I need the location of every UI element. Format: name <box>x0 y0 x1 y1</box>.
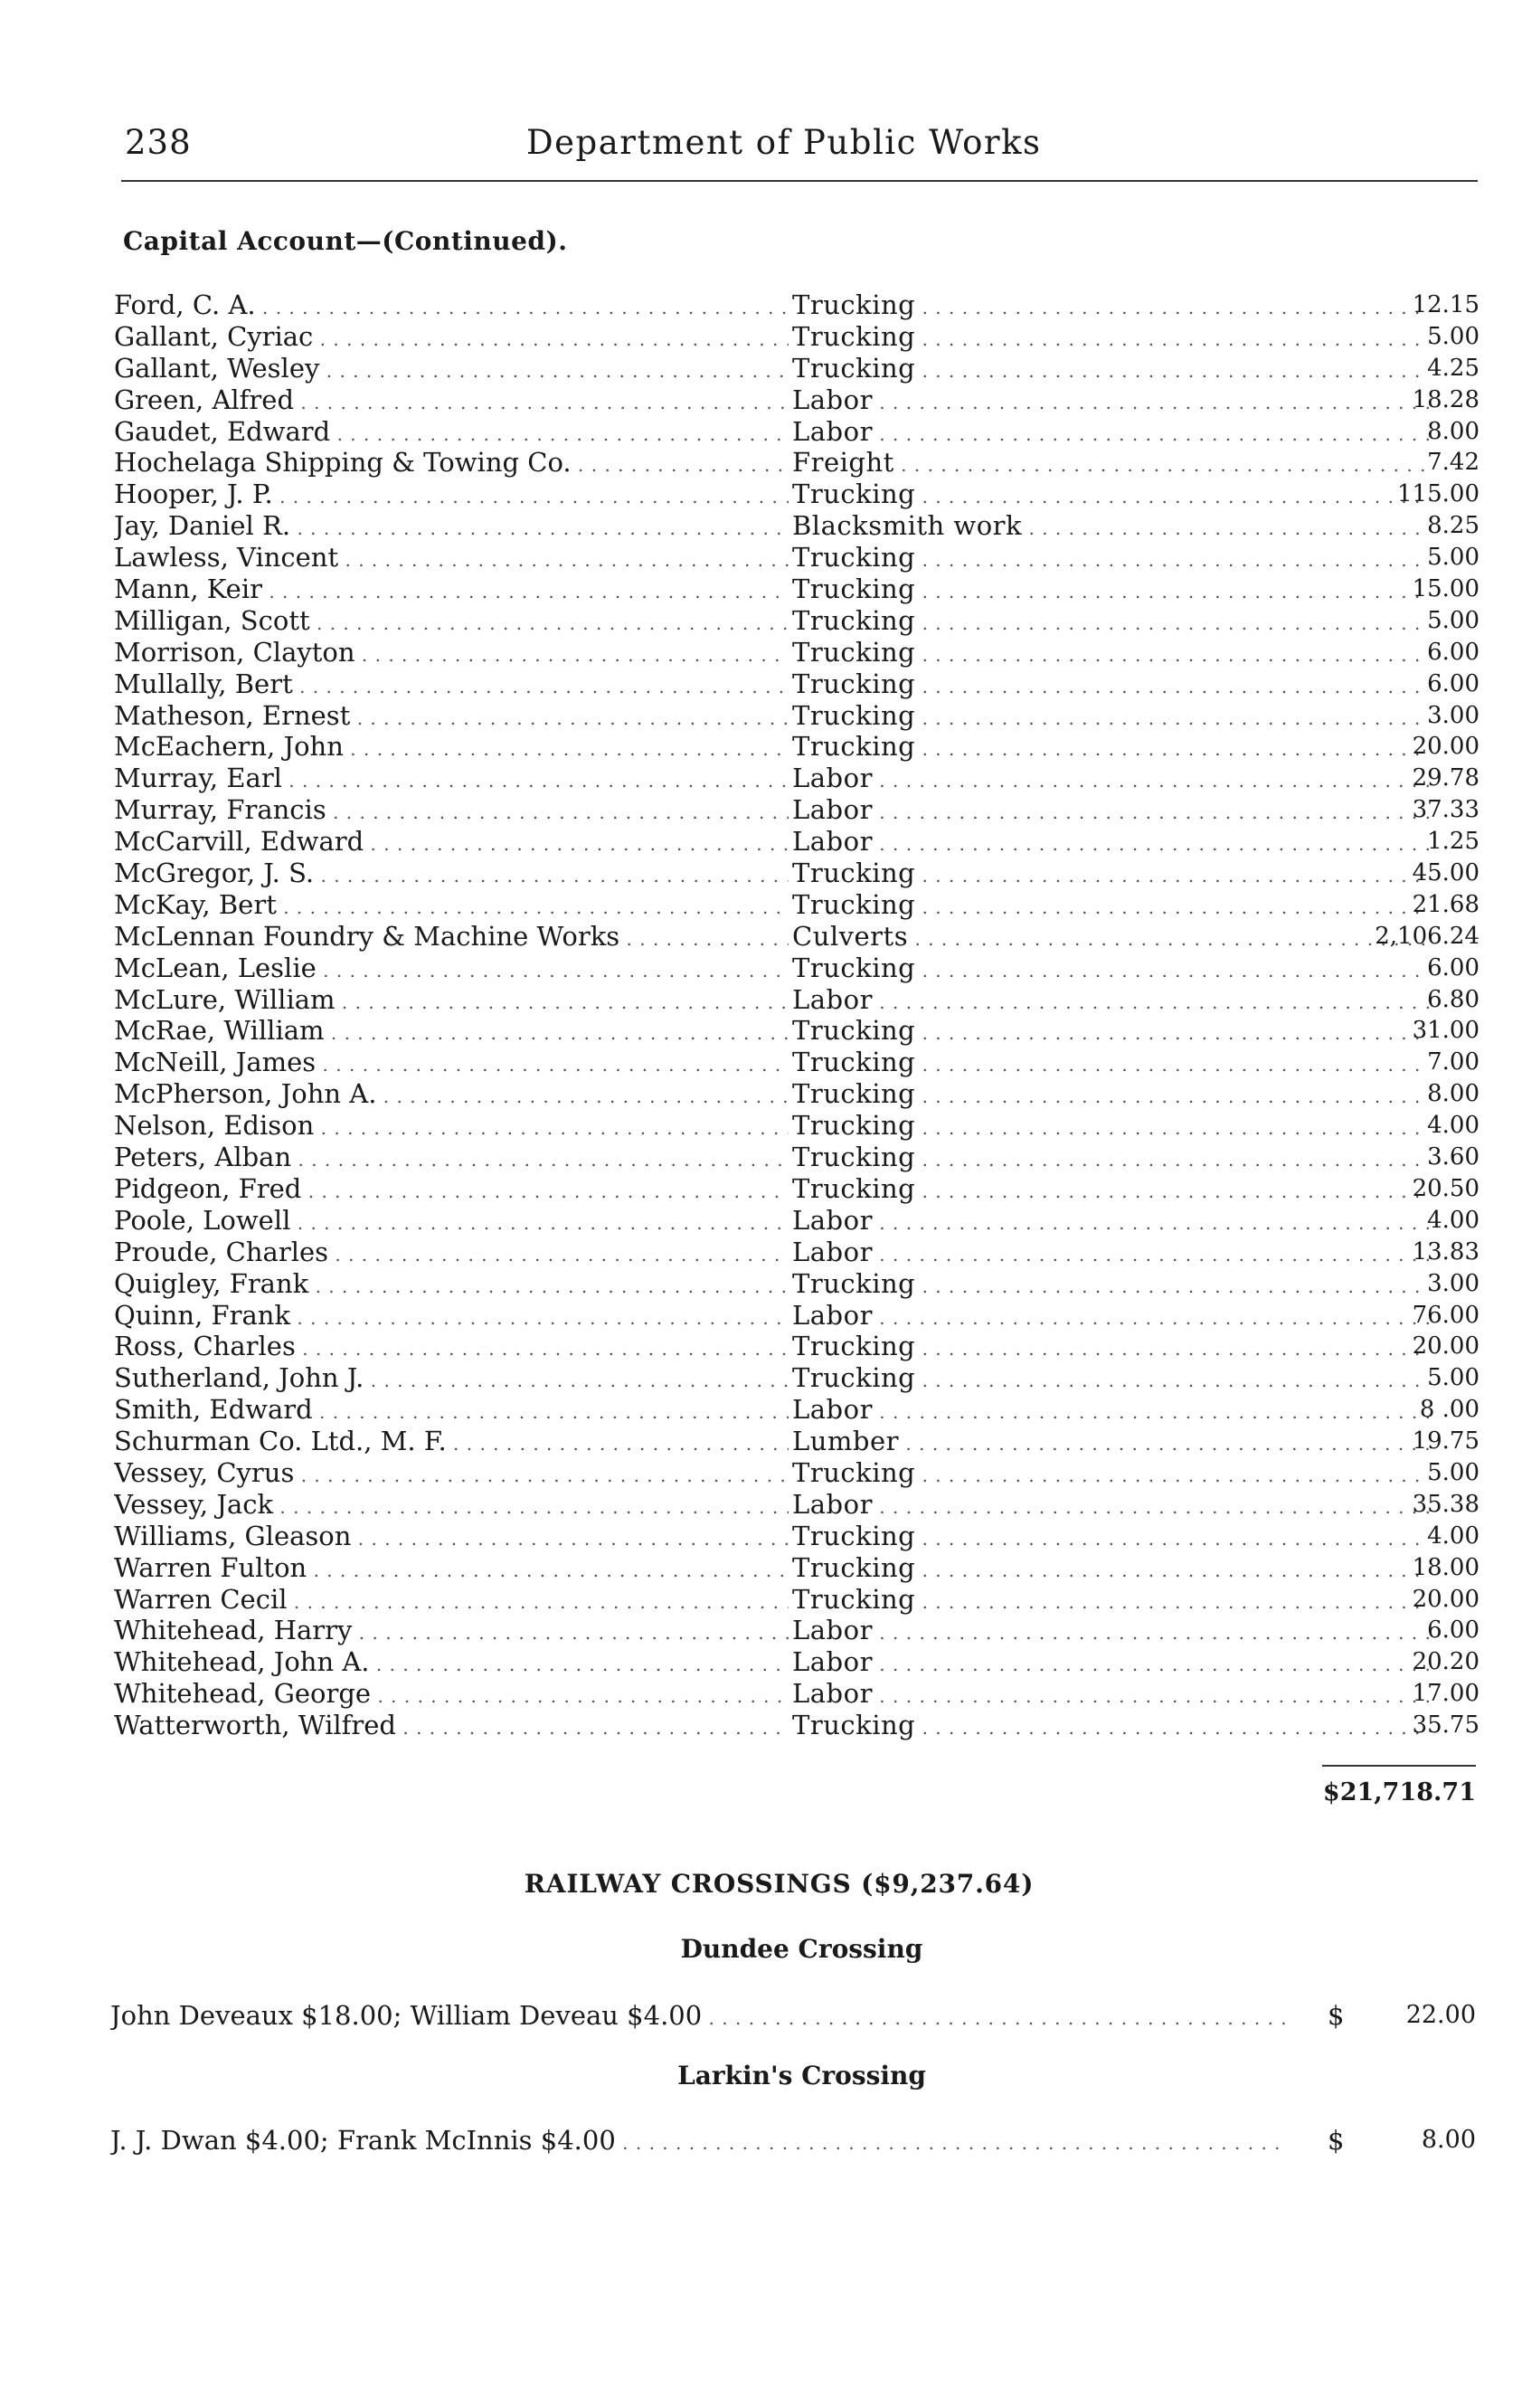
crossing-amount: 22.00 <box>1405 2001 1476 2029</box>
payee-name: Schurman Co. Ltd., M. F. . . . <box>114 1426 789 1460</box>
payment-description: Labor . . . <box>792 763 1429 797</box>
payee-name: McLure, William . . . <box>114 984 789 1019</box>
ledger-row <box>114 1173 1479 1205</box>
payment-amount: 8.25 <box>1427 512 1479 540</box>
payee-name: Matheson, Ernest . . . <box>114 700 789 735</box>
ledger-row <box>114 1521 1479 1552</box>
payment-description: Trucking . . . <box>792 858 1429 892</box>
payment-amount: 5.00 <box>1427 1458 1479 1486</box>
payment-description: Trucking . . . <box>792 953 1429 987</box>
crossing-amount: 8.00 <box>1421 2126 1476 2154</box>
ledger-row <box>114 1646 1479 1678</box>
payment-amount: 35.38 <box>1412 1490 1479 1518</box>
payment-description: Labor . . . <box>792 984 1429 1019</box>
ledger-row <box>114 1362 1479 1394</box>
payment-amount: 18.00 <box>1412 1553 1479 1581</box>
ledger-row <box>114 700 1479 732</box>
payment-amount: 6.00 <box>1427 953 1479 981</box>
payment-amount: 8.00 <box>1427 417 1479 445</box>
payment-description: Trucking . . . <box>792 1457 1429 1492</box>
payment-description: Trucking . . . <box>792 1268 1429 1303</box>
payment-description: Trucking . . . <box>792 1362 1429 1397</box>
payment-amount: 3.60 <box>1427 1143 1479 1171</box>
ledger-row <box>114 637 1479 668</box>
payee-name: Peters, Alban . . . <box>114 1142 789 1176</box>
ledger-row <box>114 1110 1479 1142</box>
payment-amount: 4.00 <box>1427 1522 1479 1550</box>
ledger-row <box>114 921 1479 953</box>
payee-name: Proude, Charles . . . <box>114 1237 789 1271</box>
payment-description: Trucking . . . <box>792 731 1429 765</box>
payment-amount: 3.00 <box>1427 701 1479 729</box>
payee-name: Green, Alfred . . . <box>114 384 789 419</box>
payment-amount: 1.25 <box>1427 828 1479 856</box>
ledger-row <box>114 1331 1479 1362</box>
payee-name: Whitehead, Harry . . . <box>114 1615 789 1649</box>
crossing-payees: J. J. Dwan $4.00; Frank McInnis $4.00 . . . <box>110 2122 1286 2161</box>
ledger-row <box>114 1457 1479 1489</box>
payment-amount: 4.00 <box>1427 1206 1479 1234</box>
ledger-row <box>114 1268 1479 1300</box>
dollar-sign: $ <box>1328 2125 1345 2156</box>
payment-amount: 20.20 <box>1412 1648 1479 1676</box>
payee-name: Warren Fulton . . . <box>114 1552 789 1587</box>
dollar-sign: $ <box>1328 2000 1345 2031</box>
crossing-line <box>110 1997 1476 2034</box>
payment-description: Trucking . . . <box>792 479 1429 513</box>
ledger-row <box>114 510 1479 542</box>
payment-amount: 4.25 <box>1427 354 1479 382</box>
payee-name: McRae, William . . . <box>114 1015 789 1049</box>
payment-description: Freight . . . <box>792 447 1429 481</box>
payee-name: Jay, Daniel R. . . . <box>114 510 789 545</box>
crossing-title: Dundee Crossing <box>680 1934 923 1964</box>
payment-amount: 2,106.24 <box>1375 922 1479 950</box>
payee-name: Morrison, Clayton . . . <box>114 637 789 671</box>
ledger-row <box>114 1615 1479 1646</box>
payee-name: Murray, Earl . . . <box>114 763 789 797</box>
payee-name: Lawless, Vincent . . . <box>114 542 789 576</box>
ledger-row <box>114 763 1479 794</box>
payment-amount: 6.00 <box>1427 638 1479 666</box>
payment-description: Labor . . . <box>792 794 1429 829</box>
payee-name: Pidgeon, Fred . . . <box>114 1173 789 1208</box>
payment-description: Labor . . . <box>792 1300 1429 1334</box>
ledger-row <box>114 953 1479 984</box>
ledger-row <box>114 858 1479 889</box>
payment-amount: 8 .00 <box>1419 1396 1479 1424</box>
payment-description: Trucking . . . <box>792 637 1429 671</box>
ledger-row <box>114 1205 1479 1237</box>
ledger-row <box>114 794 1479 826</box>
ledger-row <box>114 668 1479 700</box>
payment-amount: 115.00 <box>1397 480 1479 508</box>
ledger-row <box>114 1710 1479 1741</box>
payment-amount: 20.50 <box>1412 1174 1479 1202</box>
ledger-row <box>114 1047 1479 1078</box>
payment-description: Trucking . . . <box>792 1552 1429 1587</box>
payee-name: McKay, Bert . . . <box>114 889 789 924</box>
payee-name: Murray, Francis . . . <box>114 794 789 829</box>
ledger-row <box>114 1015 1479 1047</box>
payment-amount: 20.00 <box>1412 1332 1479 1360</box>
payment-description: Trucking . . . <box>792 353 1429 387</box>
ledger-row <box>114 1237 1479 1268</box>
payee-name: Quigley, Frank . . . <box>114 1268 789 1303</box>
payment-amount: 6.00 <box>1427 1616 1479 1645</box>
payment-description: Trucking . . . <box>792 542 1429 576</box>
payment-description: Labor . . . <box>792 1205 1429 1239</box>
payee-name: Ross, Charles . . . <box>114 1331 789 1365</box>
payee-name: Mullally, Bert . . . <box>114 668 789 703</box>
payment-amount: 18.28 <box>1412 385 1479 413</box>
payment-amount: 45.00 <box>1412 859 1479 887</box>
payment-amount: 5.00 <box>1427 544 1479 572</box>
payee-name: McLean, Leslie . . . <box>114 953 789 987</box>
crossing-payees: John Deveaux $18.00; William Deveau $4.00 . . . <box>110 1997 1286 2036</box>
payee-name: Sutherland, John J. . . . <box>114 1362 789 1397</box>
payment-amount: 19.75 <box>1412 1427 1479 1455</box>
ledger-row <box>114 605 1479 637</box>
payment-amount: 12.15 <box>1412 291 1479 318</box>
payee-name: Hochelaga Shipping & Towing Co. . . . <box>114 447 789 481</box>
payment-amount: 29.78 <box>1412 764 1479 792</box>
payee-name: Gaudet, Edward . . . <box>114 416 789 450</box>
payment-description: Trucking . . . <box>792 700 1429 735</box>
payment-description: Trucking . . . <box>792 668 1429 703</box>
payment-description: Labor . . . <box>792 826 1429 860</box>
payee-name: Hooper, J. P. . . . <box>114 479 789 513</box>
payment-description: Culverts . . . <box>792 921 1429 955</box>
payment-amount: 7.00 <box>1427 1048 1479 1076</box>
payment-amount: 31.00 <box>1412 1017 1479 1045</box>
payment-amount: 76.00 <box>1412 1301 1479 1329</box>
payment-description: Labor . . . <box>792 1615 1429 1649</box>
ledger-row <box>114 384 1479 416</box>
payee-name: Gallant, Wesley . . . <box>114 353 789 387</box>
payee-name: Vessey, Jack . . . <box>114 1489 789 1523</box>
section-heading: Capital Account—(Continued). <box>123 226 568 256</box>
payee-name: Vessey, Cyrus . . . <box>114 1457 789 1492</box>
ledger-row <box>114 1678 1479 1710</box>
ledger-row <box>114 1394 1479 1426</box>
ledger-row <box>114 889 1479 921</box>
ledger-row <box>114 353 1479 384</box>
payee-name: Mann, Keir . . . <box>114 574 789 608</box>
payment-description: Trucking . . . <box>792 1110 1429 1144</box>
payment-description: Trucking . . . <box>792 321 1429 356</box>
payee-name: Ford, C. A. . . . <box>114 289 789 324</box>
ledger-row <box>114 447 1479 479</box>
payment-amount: 21.68 <box>1412 890 1479 918</box>
ledger-row <box>114 1300 1479 1332</box>
page-header <box>125 119 1472 174</box>
payment-amount: 37.33 <box>1412 796 1479 824</box>
running-title: Department of Public Works <box>526 123 1042 162</box>
payment-description: Labor . . . <box>792 1237 1429 1271</box>
payment-description: Blacksmith work . . . <box>792 510 1429 545</box>
ledger-row <box>114 479 1479 510</box>
payment-amount: 20.00 <box>1412 733 1479 761</box>
payment-description: Trucking . . . <box>792 889 1429 924</box>
payment-description: Labor . . . <box>792 1646 1429 1681</box>
payee-name: McGregor, J. S. . . . <box>114 858 789 892</box>
payee-name: Whitehead, George . . . <box>114 1678 789 1712</box>
payee-name: Quinn, Frank . . . <box>114 1300 789 1334</box>
payment-description: Trucking . . . <box>792 1584 1429 1618</box>
payment-description: Trucking . . . <box>792 1078 1429 1113</box>
railway-crossings-heading: RAILWAY CROSSINGS ($9,237.64) <box>524 1869 1035 1899</box>
payment-amount: 17.00 <box>1412 1680 1479 1708</box>
header-rule <box>121 180 1478 182</box>
payee-name: McEachern, John . . . <box>114 731 789 765</box>
payment-description: Trucking . . . <box>792 1015 1429 1049</box>
payment-amount: 15.00 <box>1412 575 1479 603</box>
payment-description: Trucking . . . <box>792 1331 1429 1365</box>
ledger-row <box>114 984 1479 1016</box>
ledger-row <box>114 574 1479 605</box>
payee-name: Nelson, Edison . . . <box>114 1110 789 1144</box>
ledger-row <box>114 542 1479 574</box>
payment-amount: 6.00 <box>1427 669 1479 697</box>
payment-amount: 8.00 <box>1427 1080 1479 1108</box>
payment-description: Trucking . . . <box>792 605 1429 640</box>
payment-amount: 7.42 <box>1427 449 1479 477</box>
ledger-row <box>114 1078 1479 1110</box>
payment-amount: 4.00 <box>1427 1112 1479 1140</box>
payee-name: Smith, Edward . . . <box>114 1394 789 1428</box>
payee-name: Williams, Gleason . . . <box>114 1521 789 1555</box>
ledger-row <box>114 1426 1479 1457</box>
total-rule <box>1322 1765 1476 1767</box>
payment-amount: 6.80 <box>1427 985 1479 1013</box>
payment-description: Labor . . . <box>792 416 1429 450</box>
ledger-row <box>114 731 1479 763</box>
payee-name: Gallant, Cyriac . . . <box>114 321 789 356</box>
ledger-row <box>114 416 1479 448</box>
payment-description: Labor . . . <box>792 384 1429 419</box>
ledger-row <box>114 1489 1479 1521</box>
payee-name: Whitehead, John A. . . . <box>114 1646 789 1681</box>
payment-description: Labor . . . <box>792 1489 1429 1523</box>
ledger-table <box>114 289 1479 1741</box>
ledger-row <box>114 1142 1479 1173</box>
payment-description: Trucking . . . <box>792 289 1429 324</box>
ledger-row <box>114 1584 1479 1616</box>
payment-description: Trucking . . . <box>792 1173 1429 1208</box>
payee-name: McLennan Foundry & Machine Works . . . <box>114 921 789 955</box>
ledger-row <box>114 289 1479 321</box>
payment-amount: 20.00 <box>1412 1585 1479 1613</box>
payment-description: Trucking . . . <box>792 1710 1429 1744</box>
payee-name: Poole, Lowell . . . <box>114 1205 789 1239</box>
ledger-row <box>114 1552 1479 1584</box>
payee-name: Watterworth, Wilfred . . . <box>114 1710 789 1744</box>
payment-description: Labor . . . <box>792 1678 1429 1712</box>
grand-total: $21,718.71 <box>1322 1778 1476 1806</box>
payee-name: Milligan, Scott . . . <box>114 605 789 640</box>
payment-amount: 35.75 <box>1412 1711 1479 1740</box>
payment-amount: 5.00 <box>1427 606 1479 634</box>
payment-amount: 5.00 <box>1427 1364 1479 1392</box>
payment-amount: 13.83 <box>1412 1237 1479 1266</box>
payee-name: McNeill, James . . . <box>114 1047 789 1081</box>
crossing-line <box>110 2122 1476 2158</box>
payee-name: McPherson, John A. . . . <box>114 1078 789 1113</box>
payee-name: McCarvill, Edward . . . <box>114 826 789 860</box>
payment-description: Labor . . . <box>792 1394 1429 1428</box>
payee-name: Warren Cecil . . . <box>114 1584 789 1618</box>
payment-amount: 3.00 <box>1427 1269 1479 1297</box>
payment-description: Trucking . . . <box>792 1521 1429 1555</box>
payment-description: Trucking . . . <box>792 1047 1429 1081</box>
crossing-title: Larkin's Crossing <box>677 2061 926 2090</box>
ledger-row <box>114 321 1479 353</box>
ledger-row <box>114 826 1479 858</box>
payment-description: Trucking . . . <box>792 1142 1429 1176</box>
payment-description: Lumber . . . <box>792 1426 1429 1460</box>
payment-description: Trucking . . . <box>792 574 1429 608</box>
payment-amount: 5.00 <box>1427 322 1479 350</box>
page-number: 238 <box>125 123 192 162</box>
